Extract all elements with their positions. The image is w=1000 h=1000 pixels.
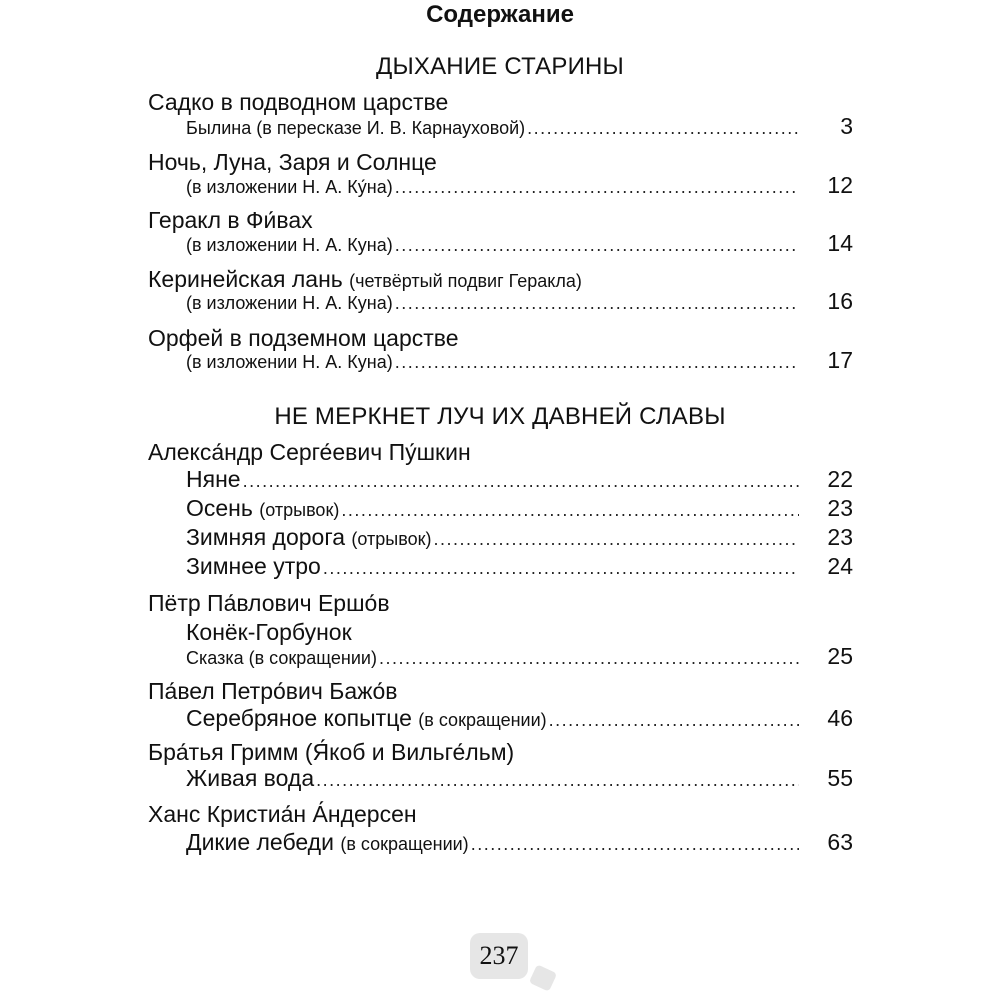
page-number: 16 <box>827 288 853 314</box>
toc-row[interactable] <box>186 288 853 318</box>
leader-dots <box>395 177 799 198</box>
page-number: 23 <box>827 495 853 521</box>
leader-dots <box>243 471 799 492</box>
entry-subtitle: (в изложении Н. А. Куна) <box>186 352 393 372</box>
page-title: Содержание <box>426 1 574 28</box>
work-note: (в сокращении) <box>340 834 469 854</box>
work-note: (отрывок) <box>351 529 432 549</box>
folio-decoration <box>529 964 557 991</box>
entry-subtitle: (в изложении Н. А. Куна) <box>186 235 393 255</box>
leader-dots <box>323 558 799 579</box>
page-number: 25 <box>827 643 853 669</box>
author-name: Алекса́ндр Серге́евич Пу́шкин <box>148 439 471 465</box>
author-name: Ханс Кристиа́н А́ндерсен <box>148 801 417 827</box>
toc-row[interactable] <box>186 172 853 202</box>
work-title: Няне <box>186 466 241 492</box>
section-heading: ДЫХАНИЕ СТАРИНЫ <box>375 53 624 80</box>
work-title-line <box>186 829 469 856</box>
work-note: (в сокращении) <box>418 710 547 730</box>
work-title-line <box>186 524 431 551</box>
leader-dots <box>395 352 799 373</box>
leader-dots <box>527 118 799 139</box>
toc-row[interactable] <box>186 347 853 377</box>
leader-dots <box>395 293 799 314</box>
work-title-line <box>186 495 339 522</box>
toc-row[interactable] <box>186 705 853 735</box>
leader-dots <box>395 235 799 256</box>
page-number: 23 <box>827 524 853 550</box>
leader-dots <box>549 710 799 731</box>
page-number: 22 <box>827 466 853 492</box>
page-number: 12 <box>827 172 853 198</box>
entry-title: Садко в подводном царстве <box>148 89 449 115</box>
work-title: Серебряное копытце <box>186 705 412 731</box>
toc-row[interactable] <box>186 230 853 260</box>
leader-dots <box>471 834 799 855</box>
page-folio: 237 <box>470 933 528 979</box>
work-note: (отрывок) <box>259 500 340 520</box>
entry-title-note: (четвёртый подвиг Геракла) <box>349 271 582 291</box>
page-number: 55 <box>827 765 853 791</box>
work-title: Живая вода <box>186 765 315 791</box>
author-name: Бра́тья Гримм (Я́коб и Вильге́льм) <box>148 739 515 765</box>
page-number: 14 <box>827 230 853 256</box>
author-name: Пётр Па́влович Ершо́в <box>148 590 390 616</box>
page-number: 46 <box>827 705 853 731</box>
leader-dots <box>433 529 799 550</box>
page-number: 63 <box>827 829 853 855</box>
toc-row[interactable] <box>186 765 853 795</box>
toc-row[interactable] <box>186 553 853 583</box>
entry-title: Орфей в подземном царстве <box>148 325 459 351</box>
toc-row[interactable] <box>186 495 853 525</box>
toc-row[interactable] <box>186 524 853 554</box>
leader-dots <box>316 770 799 791</box>
toc-row[interactable] <box>186 643 853 673</box>
entry-subtitle: (в изложении Н. А. Куна) <box>186 293 393 313</box>
entry-subtitle: (в изложении Н. А. Ку́на) <box>186 177 393 197</box>
leader-dots <box>379 648 799 669</box>
entry-subtitle: Былина (в пересказе И. В. Карнауховой) <box>186 118 526 138</box>
work-title-line <box>186 705 547 732</box>
author-name: Па́вел Петро́вич Бажо́в <box>148 678 398 704</box>
entry-title: Керинейская лань <box>148 266 343 292</box>
entry-title: Ночь, Луна, Заря и Солнце <box>148 149 437 175</box>
page-number: 3 <box>840 113 853 139</box>
section-heading: НЕ МЕРКНЕТ ЛУЧ ИХ ДАВНЕЙ СЛАВЫ <box>274 403 726 430</box>
leader-dots <box>341 500 799 521</box>
toc-row[interactable] <box>186 829 853 859</box>
toc-row[interactable] <box>186 466 853 496</box>
entry-title: Геракл в Фи́вах <box>148 207 313 233</box>
work-title: Зимняя дорога <box>186 524 346 550</box>
work-title: Дикие лебеди <box>186 829 334 855</box>
work-title: Конёк-Горбунок <box>186 619 352 645</box>
work-title: Зимнее утро <box>186 553 321 579</box>
work-title: Осень <box>186 495 253 521</box>
page-number: 24 <box>827 553 853 579</box>
toc-row[interactable] <box>186 113 853 143</box>
work-subtitle: Сказка (в сокращении) <box>186 648 377 668</box>
page-number: 17 <box>827 347 853 373</box>
